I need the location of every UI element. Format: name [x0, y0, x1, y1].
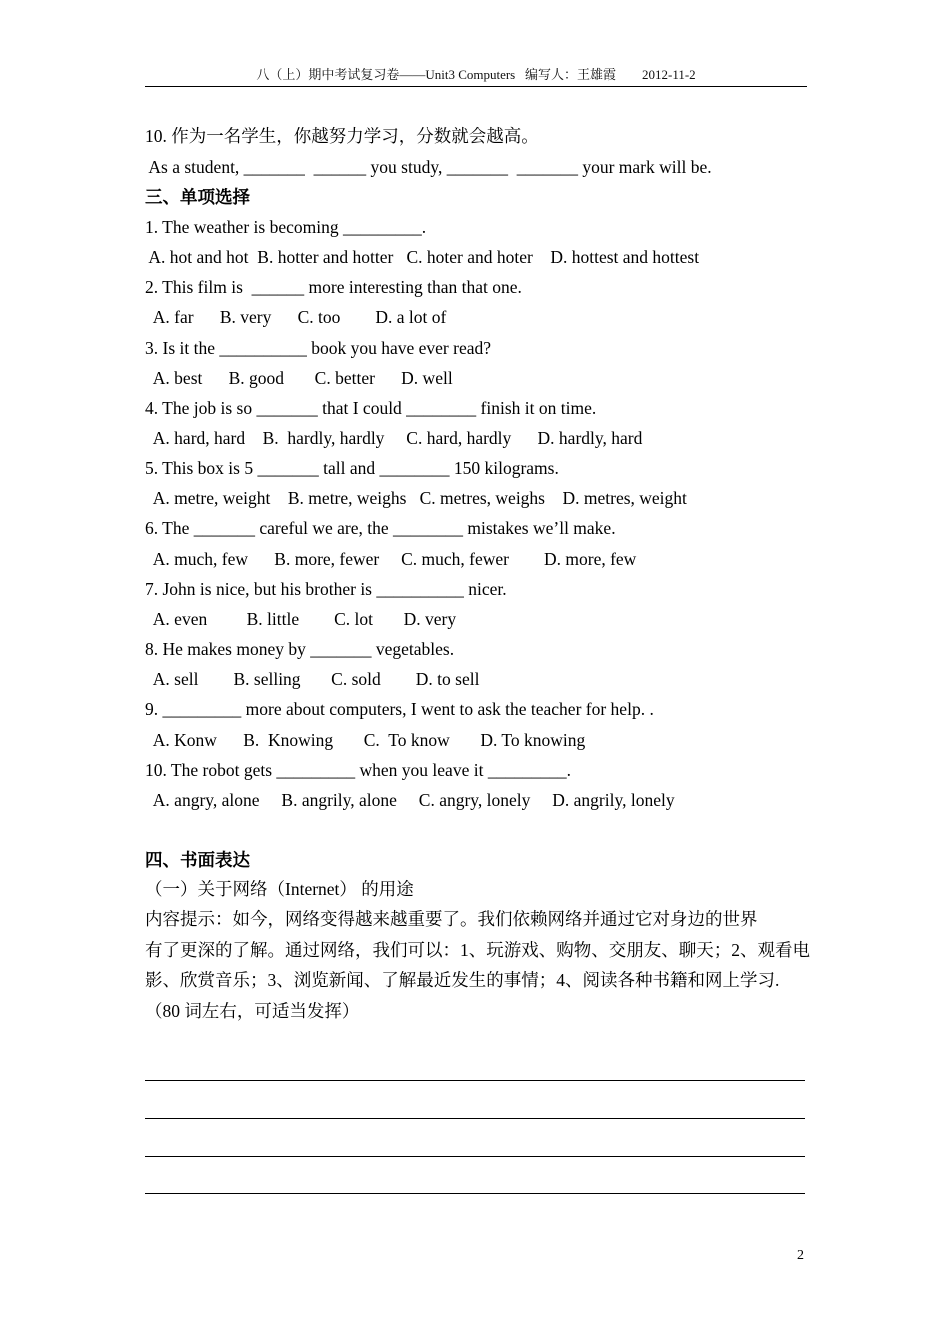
writing-answer-line-4 [145, 1193, 805, 1194]
question-2: 2. This film is ______ more interesting than that one. [145, 277, 522, 297]
options-7: A. even B. little C. lot D. very [145, 609, 457, 629]
writing-topic: （一）关于网络（Internet） 的用途 [145, 879, 414, 899]
options-6: A. much, few B. more, fewer C. much, fewer D. more, few [145, 549, 637, 569]
options-1: A. hot and hot B. hotter and hotter C. hoter and hoter D. hottest and hottest [145, 247, 700, 267]
options-10: A. angry, alone B. angrily, alone C. angry, lonely D. angrily, lonely [145, 790, 675, 810]
question-4: 4. The job is so _______ that I could ________ finish it on time. [145, 398, 597, 418]
writing-prompt-line-2: 有了更深的了解。通过网络，我们可以：1、玩游戏、购物、交朋友、聊天；2、观看电 [145, 940, 810, 960]
options-8: A. sell B. selling C. sold D. to sell [145, 669, 480, 689]
options-3: A. best B. good C. better D. well [145, 368, 453, 388]
options-4: A. hard, hard B. hardly, hardly C. hard, hardly D. hardly, hard [145, 428, 643, 448]
question-1: 1. The weather is becoming _________. [145, 217, 427, 237]
options-9: A. Konw B. Knowing C. To know D. To knowing [145, 730, 586, 750]
question-9: 9. _________ more about computers, I went to ask the teacher for help. . [145, 699, 654, 719]
translation-answer-10: As a student, _______ ______ you study, _______ _______ your mark will be. [145, 157, 712, 177]
question-3: 3. Is it the __________ book you have ever read? [145, 338, 492, 358]
writing-prompt-line-1: 内容提示：如今，网络变得越来越重要了。我们依赖网络并通过它对身边的世界 [145, 909, 758, 929]
options-5: A. metre, weight B. metre, weighs C. metres, weighs D. metres, weight [145, 488, 687, 508]
writing-word-count-note: （80 词左右，可适当发挥） [145, 1001, 360, 1021]
question-6: 6. The _______ careful we are, the ________ mistakes we’ll make. [145, 518, 616, 538]
page-header: 八（上）期中考试复习卷——Unit3 Computers 编写人：王雄霞 2012-11-2 [145, 66, 807, 87]
section-title-writing: 四、书面表达 [145, 850, 250, 870]
writing-answer-line-1 [145, 1080, 805, 1081]
question-7: 7. John is nice, but his brother is __________ nicer. [145, 579, 507, 599]
section-title-multiple-choice: 三、单项选择 [145, 187, 250, 207]
writing-answer-line-3 [145, 1156, 805, 1157]
writing-prompt-line-3: 影、欣赏音乐；3、浏览新闻、了解最近发生的事情；4、阅读各种书籍和网上学习. [145, 970, 780, 990]
question-5: 5. This box is 5 _______ tall and ________ 150 kilograms. [145, 458, 559, 478]
page-number: 2 [797, 1248, 804, 1263]
question-10: 10. The robot gets _________ when you leave it _________. [145, 760, 571, 780]
writing-answer-line-2 [145, 1118, 805, 1119]
options-2: A. far B. very C. too D. a lot of [145, 307, 447, 327]
translation-question-10: 10. 作为一名学生，你越努力学习，分数就会越高。 [145, 126, 539, 146]
question-8: 8. He makes money by _______ vegetables. [145, 639, 455, 659]
